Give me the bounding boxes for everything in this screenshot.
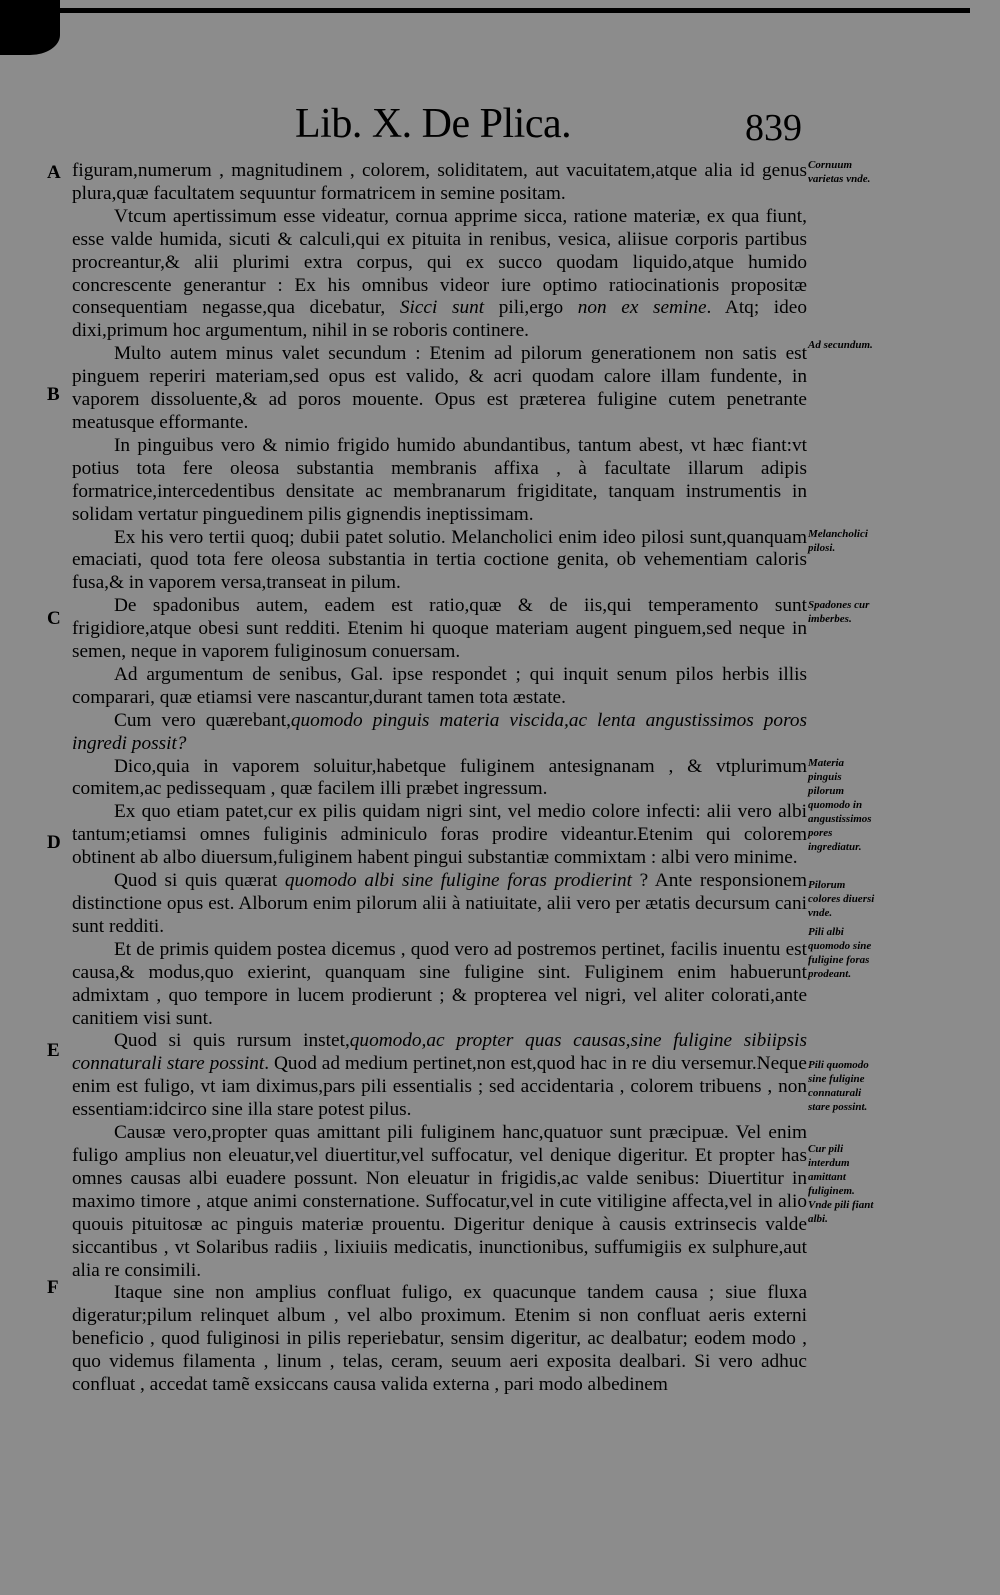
paragraph: Vtcum apertissimum esse videatur, cornua apprime sicca, ratione materiæ, ex qua fiunt, esse valde humida, sicuti & calculi,qui ex pituita in renibus, vesica, aliisue corporis partibus procreantur,& alii plurimi extra corpus, qui ex succo quodam liquido,atque humido concrescente generantur : Ex his omnibus videor iure optimo ratiocinationis propositæ consequentiam negasse,qua dicebatur, Sicci sunt pili,ergo non ex semine. Atq; ideo dixi,primum hoc argumentum, nihil in se roboris continere. [72,205,807,342]
body-text [72,160,807,1397]
paragraph: De spadonibus autem, eadem est ratio,quæ & de iis,qui temperamento sunt frigidiore,atque obesi sunt redditi. Etenim hi quoque materiam augent pinguem,sed neque in semen, neque in vaporem fuliginosum conuersam. [72,595,807,663]
paragraph: Itaque sine non amplius confluat fuligo, ex quacunque tandem causa ; siue fluxa digeratur;pilum relinquet album , vel albo proximum. Etenim si non confluat aeris externi beneficio , quod fuliginosi in pilis reperiebatur, sensim digeritur, ac dealbatur; eodem modo , quo videmus filamenta , linum , telas, ceram, seuum aeri exposita dealbari. Si vero adhuc confluat , accedat tamẽ exsiccans causa valida externa , pari modo albedinem [72,1282,807,1396]
paragraph: Quod si quis quærat quomodo albi sine fuligine foras prodierint ? Ante responsionem distinctione opus est. Alborum enim pilorum alii à natiuitate, alii vero per ætatis decursum cani sunt redditi. [72,870,807,937]
paragraph: Ad argumentum de senibus, Gal. ipse respondet ; qui inquit senum pilos herbis illis comparari, quæ etiamsi vere nascantur,durant tamen tota æstate. [72,663,807,708]
section-letter-a: A [47,162,61,183]
running-title: Lib. X. De Plica. [295,101,572,147]
margin-note: Ad secundum. [808,339,873,351]
paragraph: Quod si quis rursum instet,quomodo,ac propter quas causas,sine fuligine sibiipsis connaturali stare possint. Quod ad medium pertinet,non est,quod hac in re diu versemur.Neque enim est fuligo, vt iam diximus,pars pili essentialis ; sed accidentaria , colorem tribuens , non essentiam:idcirco sine illa stare potest pilus. [72,1030,807,1121]
section-letter-e: E [47,1040,60,1061]
paragraph: Ex quo etiam patet,cur ex pilis quidam nigri sint, vel medio colore infecti: alii vero albi tantum;etiamsi omnes fuliginis adminiculo foras prodire videantur.Etenim qui colorem obtinent ab albo diuersum,fuliginem habent pingui substantiæ commixtam : albi vero minime. [72,801,807,869]
section-letter-c: C [47,608,61,629]
page-header [0,100,1000,150]
paragraph: Causæ vero,propter quas amittant pili fuliginem hanc,quatuor sunt præcipuæ. Vel enim fuligo amplius non eleuatur,vel diuertitur,vel suffocatur, vel denique digeritur. Et propter has omnes causas albi euadere possunt. Non eleuatur in frigidis,ac valde senibus: Diuertitur in maximo timore , atque animi consternatione. Suffocatur,vel in cute vitiligine affecta,vel in alio quouis pituitosæ ac pinguis materiæ prouentu. Digeritur denique à causis extrinsecis valde siccantibus , vt Solaribus radiis , lixiuiis medicatis, inunctionibus, suffumigiis ex sulphure,aut alia re consimili. [72,1122,807,1281]
margin-note: Pilorum colores diuersi vnde. [808,879,875,919]
section-letter-b: B [47,384,60,405]
margin-note: Spadones cur imberbes. [808,599,870,625]
section-letter-d: D [47,832,61,853]
paragraph: Multo autem minus valet secundum : Etenim ad pilorum generationem non satis est pinguem reperiri materiam,sed opus est valido, & acri quodam calore illam fundente, in vaporem dissoluente,& ad poros mouente. Opus est præterea fuligine cutem penetrante meatusque efformante. [72,343,807,433]
paragraph: Ex his vero tertii quoq; dubii patet solutio. Melancholici enim ideo pilosi sunt,quanquam emaciati, quod tota fere oleosa substantia in tertia coctione genita, ob vehementiam caloris fusa,& in vaporem versa,transeat in pilum. [72,526,807,594]
paragraph: Cum vero quærebant,quomodo pinguis materia viscida,ac lenta angustissimos poros ingredi possit? [72,709,807,754]
page-number: 839 [745,107,802,149]
margin-note: Materia pinguis pilorum quomodo in angustissimos pores ingrediatur. [808,757,872,853]
paragraph: Et de primis quidem postea dicemus , quod vero ad postremos pertinet, facilis inuentu est causa,& modus,quo exierint, quanquam sine fuligine sint. Fuliginem enim habuerunt admixtam , quo tempore in lucem prodierunt ; & propterea vel nigri, vel aliter colorati,ante canitiem visi sunt. [72,938,807,1029]
paragraph: In pinguibus vero & nimio frigido humido abundantibus, tantum abest, vt hæc fiant:vt potius tota fere oleosa substantia membranis affixa , à facultate illarum adipis formatrice,intercedentibus densitate ac membranarum frigiditate, tanquam instrumentis in solidam vertatur pinguedinem pilis gignendis ineptissimam. [72,434,807,525]
paragraph: Dico,quia in vaporem soluitur,habetque fuliginem antesignanam , & vtplurimum comitem,ac pedissequam , quæ facilem illi præbet ingressum. [72,755,807,800]
margin-note: Cur pili interdum amittant fuliginem. Vnde pili fiant albi. [808,1143,874,1225]
margin-note: Pili quomodo sine fuligine connaturali stare possint. [808,1059,869,1113]
top-rule [0,8,970,13]
margin-note: Cornuum varietas vnde. [808,159,871,185]
margin-note: Pili albi quomodo sine fuligine foras prodeant. [808,926,872,980]
paragraph: figuram,numerum , magnitudinem , colorem, soliditatem, aut vacuitatem,atque alia id genus plura,quæ facultatem sequuntur formatricem in semine positam. [72,160,807,204]
margin-note: Melancholici pilosi. [808,528,868,554]
section-letter-f: F [47,1277,59,1298]
